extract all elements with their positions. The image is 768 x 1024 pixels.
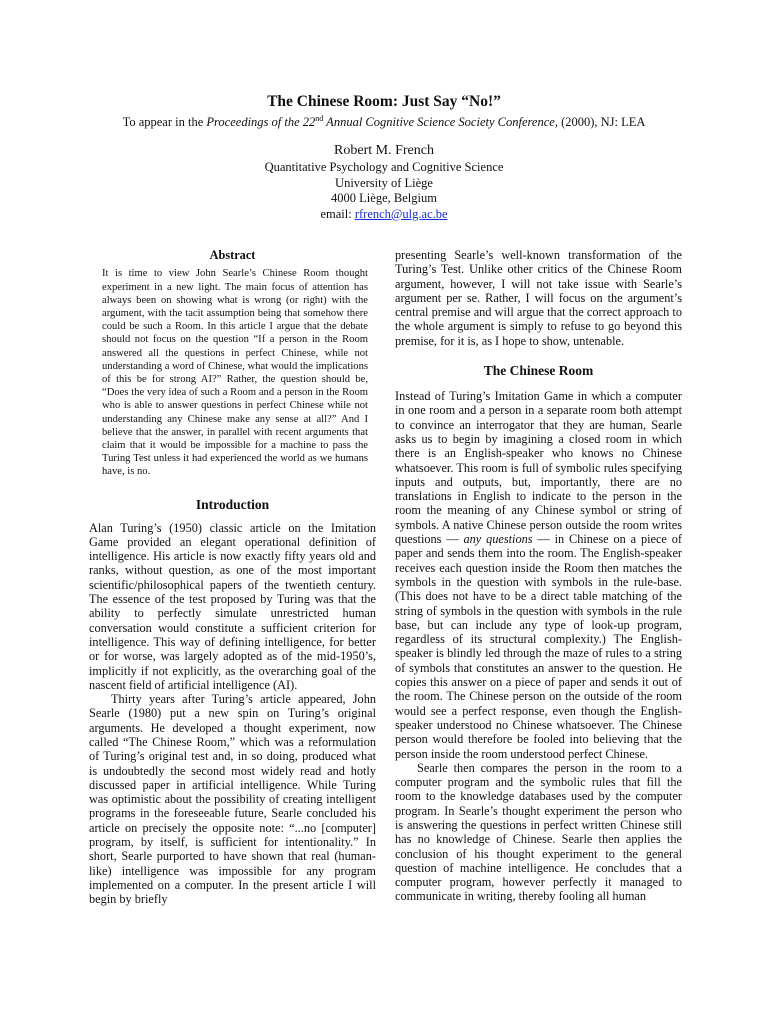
any-questions-emphasis: any questions xyxy=(463,532,533,547)
chinese-room-paragraph-1a: Instead of Turing’s Imitation Game in which a computer in one room and a person in a separate room both attempt to convince an interrogator that they are human, Searle asks us to begin by imagining a closed room in which there is an English-speaker who knows no Chinese whatsoever. This room is full of symbolic rules specifying inputs and outputs, but, importantly, there are no translations in English to indicate to the person in the room the meaning of any Chinese symbol or string of symbols. A native Chinese person outside the room writes questions — xyxy=(395,389,682,547)
chinese-room-paragraph-1 xyxy=(395,389,682,761)
intro-paragraph-2: Thirty years after Turing’s article appeared, John Searle (1980) put a new spin on Turing’s original arguments. He developed a thought experiment, now called “The Chinese Room,” which was a reformulation of Turing’s original test and, in so doing, produced what is undoubtedly the second most widely read and hotly discussed paper in artificial intelligence. While Turing was optimistic about the possibility of creating intelligent programs in the foreseeable future, Searle concluded his article on precisely the opposite note: “...no [computer] program, by itself, is sufficient for intentionality.” In short, Searle purported to have shown that real (human-like) intelligence was impossible for any program implemented on a computer. In the present article I will begin by briefly xyxy=(89,692,376,907)
left-column xyxy=(89,248,376,907)
abstract-heading: Abstract xyxy=(209,248,256,262)
abstract-section xyxy=(89,248,376,479)
chinese-room-heading: The Chinese Room xyxy=(483,363,594,379)
chinese-room-paragraph-1b: — in Chinese on a piece of paper and sends them into the room. The English-speaker receives each question inside the Room then matches the symbols in the question with symbols in the rule-base. (This does not have to be a direct table matching of the string of symbols in the question with symbols in the rule base, but can include any type of look-up program, regardless of its structural complexity.) The English-speaker is blindly led through the maze of rules to a string of symbols that constitutes an answer to the question. He copies this answer on a piece of paper and sends it out of the room. The Chinese person on the outside of the room would see a perfect response, even though the English-speaker understood no Chinese whatsoever. The Chinese person would therefore be fooled into believing that the person inside the room understood perfect Chinese. xyxy=(395,532,682,761)
intro-paragraph-1: Alan Turing’s (1950) classic article on the Imitation Game provided an elegant operational definition of intelligence. His article is now exactly fifty years old and ranks, without question, as one of the most important scientific/philosophical papers of the twentieth century. The essence of the test proposed by Turing was that the ability to perfectly simulate unrestricted human conversation would constitute a sufficient criterion for intelligence. This way of defining intelligence, for better or for worse, was largely adopted as of the mid-1950’s, implicitly if not explicitly, as the overarching goal of the nascent field of artificial intelligence (AI). xyxy=(89,520,376,692)
affiliation-university: University of Liège xyxy=(335,175,433,190)
affiliation-dept: Quantitative Psychology and Cognitive Science xyxy=(264,160,504,174)
abstract-text: It is time to view John Searle’s Chinese Room thought experiment in a new light. The main focus of attention has always been on showing what is wrong (or right) with the argument, with the tacit assumption being that somehow there could be such a Room. In this article I argue that the debate should not focus on the question “If a person in the Room answered all the questions in perfect Chinese, while not understanding a word of Chinese, what would the implications of this be for strong AI?” Rather, the question should be, “Does the very idea of such a Room and a person in the Room who is able to answer questions in perfect Chinese while not understanding any Chinese make any sense at all?” And I believe that the answer, in parallel with recent arguments that claim that it would be impossible for a machine to pass the Turing Test unless it had experienced the world as we humans have, is no. xyxy=(102,268,368,478)
proceedings-name-a: Proceedings of the 22 xyxy=(206,115,316,129)
author-name: Robert M. French xyxy=(334,143,434,158)
email-label: email: xyxy=(320,206,355,221)
publication-note-suffix: , (2000), NJ: LEA xyxy=(554,115,646,129)
email-line xyxy=(0,207,768,223)
paper-title: The Chinese Room: Just Say “No!” xyxy=(267,93,501,110)
proceedings-name-b: Annual Cognitive Science Society Conference xyxy=(323,115,555,129)
ordinal-suffix: nd xyxy=(315,113,324,123)
chinese-room-paragraph-2: Searle then compares the person in the room to a computer program and the symbolic rules that fill the room to the knowledge databases used by the computer program. In Searle’s thought experiment the person who is answering the questions in perfect written Chinese still has no knowledge of Chinese. Searle then applies the conclusion of his thought experiment to the general question of machine intelligence. He concludes that a computer program, however perfectly it managed to communicate in writing, thereby fooling all human xyxy=(395,760,682,904)
affiliation-address: 4000 Liège, Belgium xyxy=(331,191,437,205)
right-column xyxy=(395,248,682,904)
paper-header xyxy=(0,92,768,222)
publication-note xyxy=(0,114,768,130)
publication-note-prefix: To appear in the xyxy=(122,115,207,129)
intro-paragraph-3: presenting Searle’s well-known transformation of the Turing’s Test. Unlike other critics of the Chinese Room argument, however, I will not take issue with Searle’s argument per se. Rather, I will focus on the argument’s central premise and will argue that the correct approach to the whole argument is simply to refuse to go beyond this premise, for it is, as I hope to show, untenable. xyxy=(395,248,682,348)
introduction-heading: Introduction xyxy=(195,496,270,512)
email-link[interactable]: rfrench@ulg.ac.be xyxy=(354,206,448,221)
